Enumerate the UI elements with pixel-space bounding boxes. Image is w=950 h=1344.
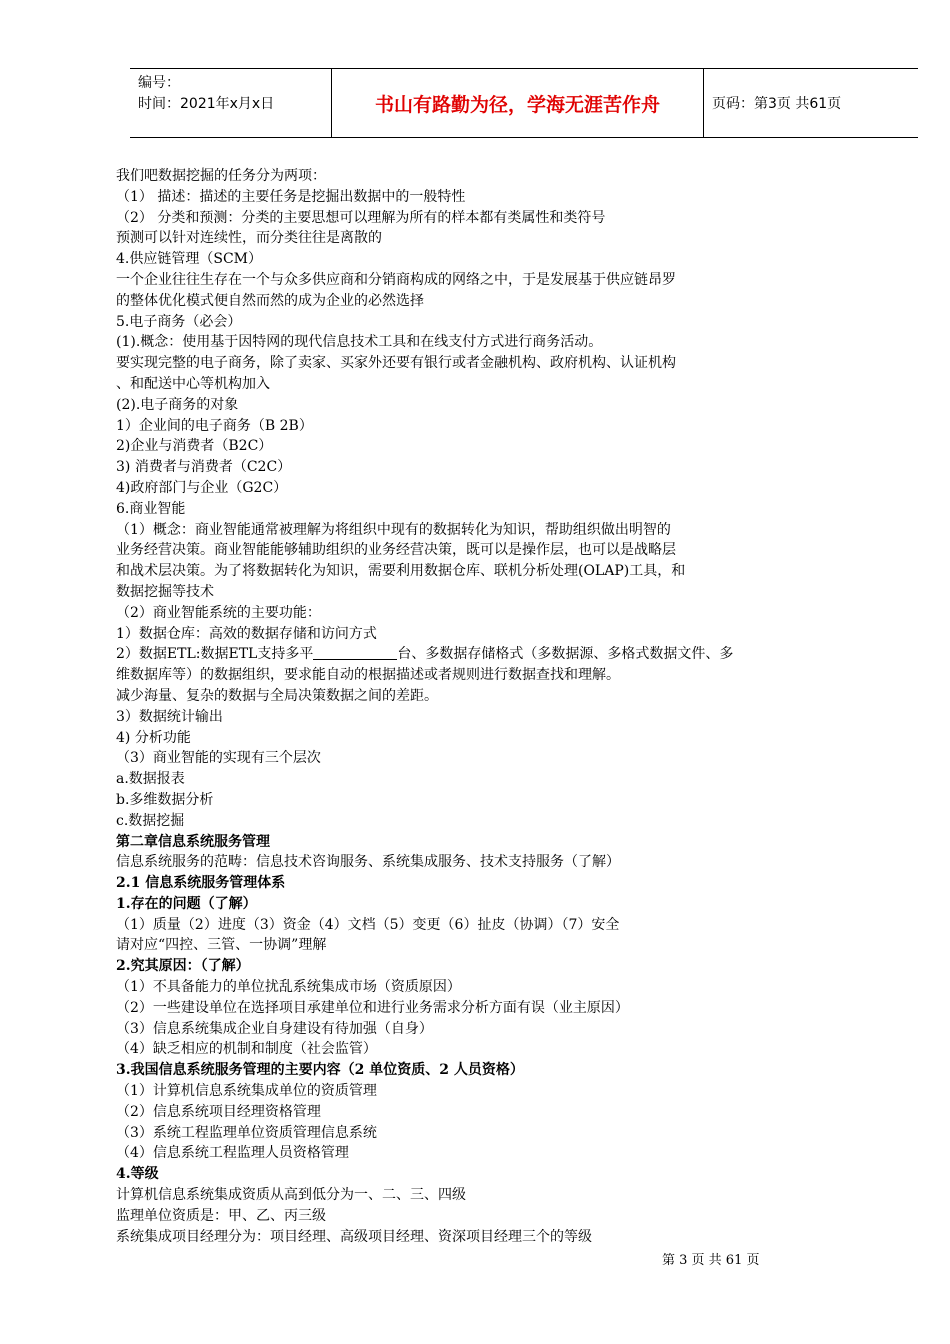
text-segment: 1）数据仓库：高效的数据存储和访问方式 [116, 625, 377, 642]
text-segment: （2） 分类和预测：分类的主要思想可以理解为所有的样本都有类属性和类符号 [116, 209, 606, 226]
text-line [116, 1227, 846, 1248]
text-segment: 2.究其原因：（了解） [116, 958, 250, 975]
text-line [116, 935, 846, 956]
text-line [116, 852, 846, 873]
text-line [116, 582, 846, 603]
section-heading [116, 1164, 846, 1185]
text-line [116, 769, 846, 790]
date-label: 时间：2021年x月x日 [138, 96, 275, 112]
text-segment: （2）商业智能系统的主要功能： [116, 604, 321, 621]
text-line [116, 436, 846, 457]
text-line [116, 540, 846, 561]
text-line [116, 624, 846, 645]
text-line [116, 270, 846, 291]
text-segment: 信息系统服务的范畴：信息技术咨询服务、系统集成服务、技术支持服务（了解） [116, 854, 620, 871]
text-segment: 数据挖掘等技术 [116, 583, 214, 600]
text-segment: 4.等级 [116, 1166, 159, 1183]
section-heading [116, 832, 846, 853]
text-line [116, 395, 846, 416]
fill-in-blank [313, 645, 397, 660]
text-line [116, 1143, 846, 1164]
text-line [116, 1185, 846, 1206]
text-segment: 业务经营决策。商业智能能够辅助组织的业务经营决策，既可以是操作层，也可以是战略层 [116, 542, 676, 559]
text-segment: c.数据挖掘 [116, 812, 185, 829]
text-line [116, 977, 846, 998]
text-line [116, 166, 846, 187]
section-heading [116, 1060, 846, 1081]
text-line [116, 790, 846, 811]
text-line [116, 291, 846, 312]
text-line [116, 187, 846, 208]
text-segment: 系统集成项目经理分为：项目经理、高级项目经理、资深项目经理三个的等级 [116, 1228, 592, 1245]
text-line [116, 520, 846, 541]
text-segment: 监理单位资质是：甲、乙、丙三级 [116, 1207, 326, 1224]
text-segment: 减少海量、复杂的数据与全局决策数据之间的差距。 [116, 687, 438, 704]
text-segment: （2）信息系统项目经理资格管理 [116, 1103, 321, 1120]
text-segment: （3）商业智能的实现有三个层次 [116, 750, 321, 767]
text-segment: （3）信息系统集成企业自身建设有待加强（自身） [116, 1020, 433, 1037]
text-line [116, 1081, 846, 1102]
text-line [116, 1123, 846, 1144]
text-line [116, 457, 846, 478]
text-segment: 预测可以针对连续性，而分类往往是离散的 [116, 230, 382, 247]
text-segment: 台、多数据存储格式（多数据源、多格式数据文件、多 [397, 646, 734, 663]
text-line [116, 478, 846, 499]
text-segment: 4.供应链管理（SCM） [116, 251, 262, 268]
text-line [116, 312, 846, 333]
text-segment: 、和配送中心等机构加入 [116, 375, 270, 392]
text-line [116, 332, 846, 353]
text-segment: (2).电子商务的对象 [116, 396, 239, 413]
text-segment: (1).概念：使用基于因特网的现代信息技术工具和在线支付方式进行商务活动。 [116, 334, 603, 351]
text-segment: （1）不具备能力的单位扰乱系统集成市场（资质原因） [116, 979, 461, 996]
text-segment: （2）一些建设单位在选择项目承建单位和进行业务需求分析方面有误（业主原因） [116, 999, 629, 1016]
text-line [116, 915, 846, 936]
text-line [116, 644, 846, 665]
text-line [116, 561, 846, 582]
text-segment: 第二章信息系统服务管理 [116, 833, 270, 850]
text-segment: b.多维数据分析 [116, 791, 214, 808]
text-segment: 和战术层决策。为了将数据转化为知识，需要利用数据仓库、联机分析处理(OLAP)工具，和 [116, 563, 686, 580]
text-segment: 的整体优化模式便自然而然的成为企业的必然选择 [116, 292, 424, 309]
text-segment: 5.电子商务（必会） [116, 313, 242, 330]
text-segment: 一个企业往往生存在一个与众多供应商和分销商构成的网络之中，于是发展基于供应链昂罗 [116, 271, 676, 288]
text-segment: （4）信息系统工程监理人员资格管理 [116, 1145, 349, 1162]
text-segment: （4）缺乏相应的机制和制度（社会监管） [116, 1041, 377, 1058]
header-meta [130, 69, 332, 137]
text-line [116, 728, 846, 749]
text-segment: 3.我国信息系统服务管理的主要内容（2 单位资质、2 人员资格） [116, 1062, 524, 1079]
page-header [130, 68, 918, 138]
text-segment: 4)政府部门与企业（G2C） [116, 479, 288, 496]
text-line [116, 228, 846, 249]
text-line [116, 1206, 846, 1227]
text-line [116, 1019, 846, 1040]
text-line [116, 686, 846, 707]
section-heading [116, 894, 846, 915]
text-segment: 维数据库等）的数据组织，要求能自动的根据描述或者规则进行数据查找和理解。 [116, 667, 620, 684]
page-footer: 第 3 页 共 61 页 [662, 1253, 760, 1268]
text-segment: 计算机信息系统集成资质从高到低分为一、二、三、四级 [116, 1187, 466, 1204]
text-line [116, 208, 846, 229]
text-segment: （1）质量（2）进度（3）资金（4）文档（5）变更（6）扯皮（协调）（7）安全 [116, 916, 620, 933]
text-segment: （1）概念：商业智能通常被理解为将组织中现有的数据转化为知识，帮助组织做出明智的 [116, 521, 671, 538]
text-segment: 3）数据统计输出 [116, 708, 223, 725]
header-motto: 书山有路勤为径，学海无涯苦作舟 [332, 69, 704, 137]
text-segment: a.数据报表 [116, 771, 185, 788]
text-segment: 4) 分析功能 [116, 729, 191, 746]
text-segment: 请对应“四控、三管、一协调”理解 [116, 937, 327, 954]
text-segment: 我们吧数据挖掘的任务分为两项： [116, 168, 326, 184]
text-line [116, 665, 846, 686]
text-line [116, 998, 846, 1019]
text-line [116, 374, 846, 395]
text-line [116, 1102, 846, 1123]
text-line [116, 416, 846, 437]
text-segment: 6.商业智能 [116, 500, 186, 517]
document-body [116, 166, 846, 1247]
section-heading [116, 956, 846, 977]
text-line [116, 748, 846, 769]
text-segment: 3) 消费者与消费者（C2C） [116, 459, 292, 476]
section-heading [116, 873, 846, 894]
text-segment: 2)企业与消费者（B2C） [116, 438, 273, 455]
text-segment: （1）计算机信息系统集成单位的资质管理 [116, 1083, 377, 1100]
text-segment: 2）数据ETL:数据ETL支持多平 [116, 646, 314, 663]
text-line [116, 249, 846, 270]
text-segment: （3）系统工程监理单位资质管理信息系统 [116, 1124, 377, 1141]
text-segment: 2.1 信息系统服务管理体系 [116, 875, 286, 892]
text-line [116, 707, 846, 728]
text-line [116, 499, 846, 520]
text-line [116, 1039, 846, 1060]
text-segment: 1.存在的问题（了解） [116, 895, 257, 912]
text-segment: （1） 描述：描述的主要任务是挖掘出数据中的一般特性 [116, 188, 466, 205]
text-segment: 要实现完整的电子商务，除了卖家、买家外还要有银行或者金融机构、政府机构、认证机构 [116, 355, 676, 372]
text-line [116, 811, 846, 832]
header-page-number: 页码：第3页 共61页 [712, 96, 842, 112]
text-line [116, 353, 846, 374]
text-segment: 1）企业间的电子商务（B 2B） [116, 417, 313, 434]
code-label: 编号： [138, 75, 180, 91]
text-line [116, 603, 846, 624]
